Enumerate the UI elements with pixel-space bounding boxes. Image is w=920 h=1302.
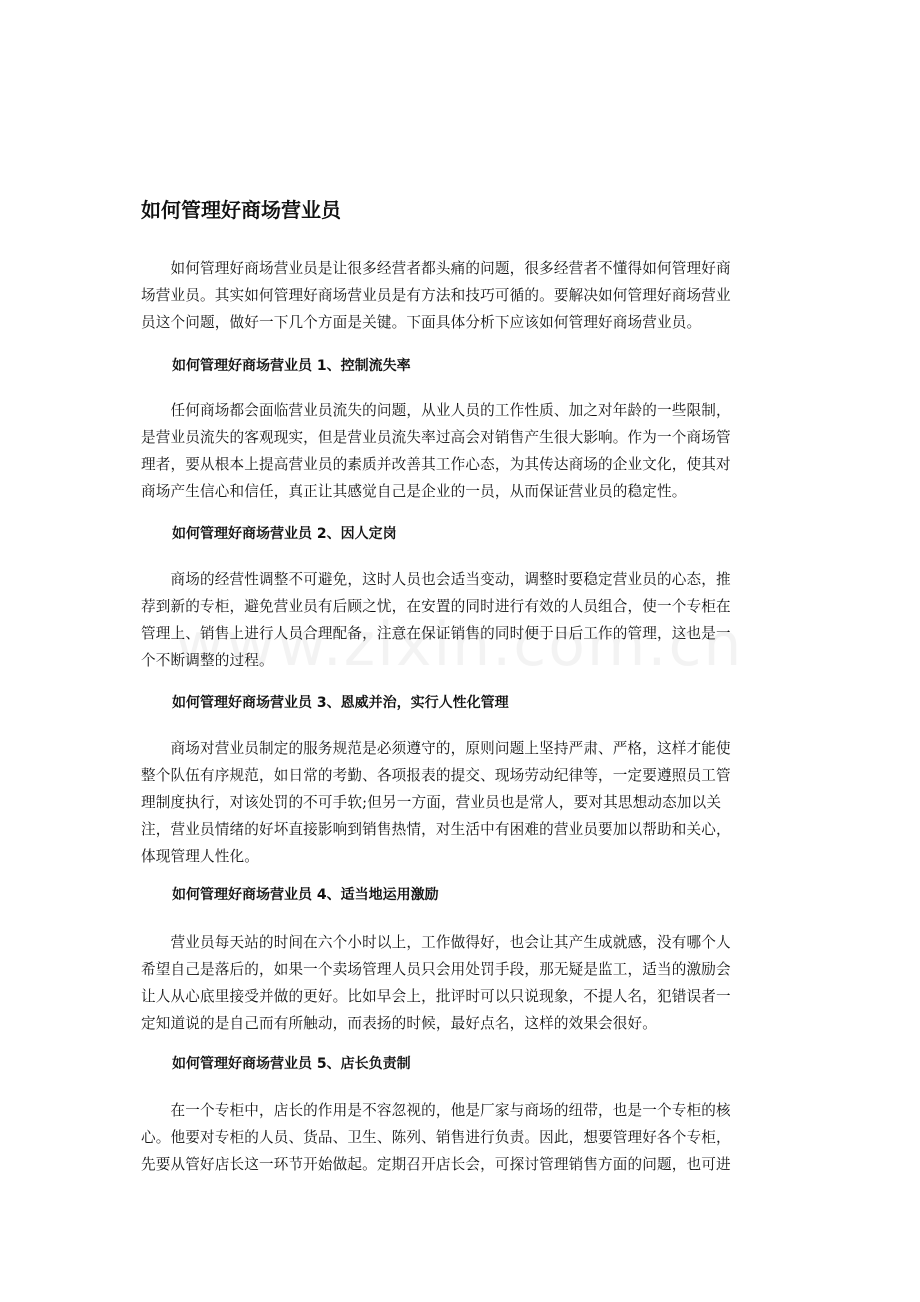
section-paragraph-3 [141, 735, 796, 870]
section-heading-5: 如何管理好商场营业员 5、店长负责制 [172, 1056, 411, 1072]
paragraph-line: 员这个问题，做好一下几个方面是关键。下面具体分析下应该如何管理好商场营业员。 [141, 314, 702, 331]
paragraph-line: 先要从管好店长这一环节开始做起。定期召开店长会，可探讨管理销售方面的问题，也可进 [141, 1156, 731, 1173]
paragraph-line: 注，营业员情绪的好坏直接影响到销售热情，对生活中有困难的营业员要加以帮助和关心， [141, 821, 731, 838]
paragraph-line: 体现管理人性化。 [141, 848, 259, 865]
paragraph-line: 整个队伍有序规范，如日常的考勤、各项报表的提交、现场劳动纪律等，一定要遵照员工管 [141, 767, 731, 784]
paragraph-line: 定知道说的是自己而有所触动，而表扬的时候，最好点名，这样的效果会很好。 [141, 1015, 658, 1032]
section-paragraph-2 [141, 566, 796, 674]
paragraph-line: 理制度执行，对该处罚的不可手软;但另一方面，营业员也是常人，要对其思想动态加以关 [141, 794, 722, 811]
paragraph-line: 场营业员。其实如何管理好商场营业员是有方法和技巧可循的。要解决如何管理好商场营业 [141, 287, 731, 304]
paragraph-line: 如何管理好商场营业员是让很多经营者都头痛的问题，很多经营者不懂得如何管理好商 [141, 260, 731, 277]
paragraph-line: 营业员每天站的时间在六个小时以上，工作做得好，也会让其产生成就感，没有哪个人 [141, 934, 731, 951]
section-paragraph-5 [141, 1097, 796, 1178]
section-heading-4: 如何管理好商场营业员 4、适当地运用激励 [172, 887, 439, 903]
section-paragraph-4 [141, 929, 796, 1037]
intro-paragraph [141, 255, 796, 336]
section-heading-1: 如何管理好商场营业员 1、控制流失率 [172, 358, 411, 374]
paragraph-line: 商场的经营性调整不可避免，这时人员也会适当变动，调整时要稳定营业员的心态，推 [141, 571, 731, 588]
paragraph-line: 个不断调整的过程。 [141, 652, 274, 669]
document-title: 如何管理好商场营业员 [141, 198, 341, 222]
paragraph-line: 任何商场都会面临营业员流失的问题，从业人员的工作性质、加之对年龄的一些限制， [141, 402, 731, 419]
section-heading-2: 如何管理好商场营业员 2、因人定岗 [172, 526, 397, 542]
section-heading-3: 如何管理好商场营业员 3、恩威并治，实行人性化管理 [172, 695, 509, 711]
paragraph-line: 在一个专柜中，店长的作用是不容忽视的，他是厂家与商场的纽带，也是一个专柜的核 [141, 1102, 731, 1119]
paragraph-line: 荐到新的专柜，避免营业员有后顾之忧，在安置的同时进行有效的人员组合，使一个专柜在 [141, 598, 731, 615]
paragraph-line: 管理上、销售上进行人员合理配备，注意在保证销售的同时便于日后工作的管理，这也是一 [141, 625, 731, 642]
paragraph-line: 理者，要从根本上提高营业员的素质并改善其工作心态，为其传达商场的企业文化，使其对 [141, 456, 731, 473]
paragraph-line: 希望自己是落后的，如果一个卖场管理人员只会用处罚手段，那无疑是监工，适当的激励会 [141, 961, 731, 978]
paragraph-line: 心。他要对专柜的人员、货品、卫生、陈列、销售进行负责。因此，想要管理好各个专柜， [141, 1129, 731, 1146]
paragraph-line: 商场产生信心和信任，真正让其感觉自己是企业的一员，从而保证营业员的稳定性。 [141, 483, 687, 500]
paragraph-line: 商场对营业员制定的服务规范是必须遵守的，原则问题上坚持严肃、严格，这样才能使 [141, 740, 731, 757]
paragraph-line: 让人从心底里接受并做的更好。比如早会上，批评时可以只说现象，不提人名，犯错误者一 [141, 988, 731, 1005]
paragraph-line: 是营业员流失的客观现实，但是营业员流失率过高会对销售产生很大影响。作为一个商场管 [141, 429, 731, 446]
section-paragraph-1 [141, 397, 796, 505]
